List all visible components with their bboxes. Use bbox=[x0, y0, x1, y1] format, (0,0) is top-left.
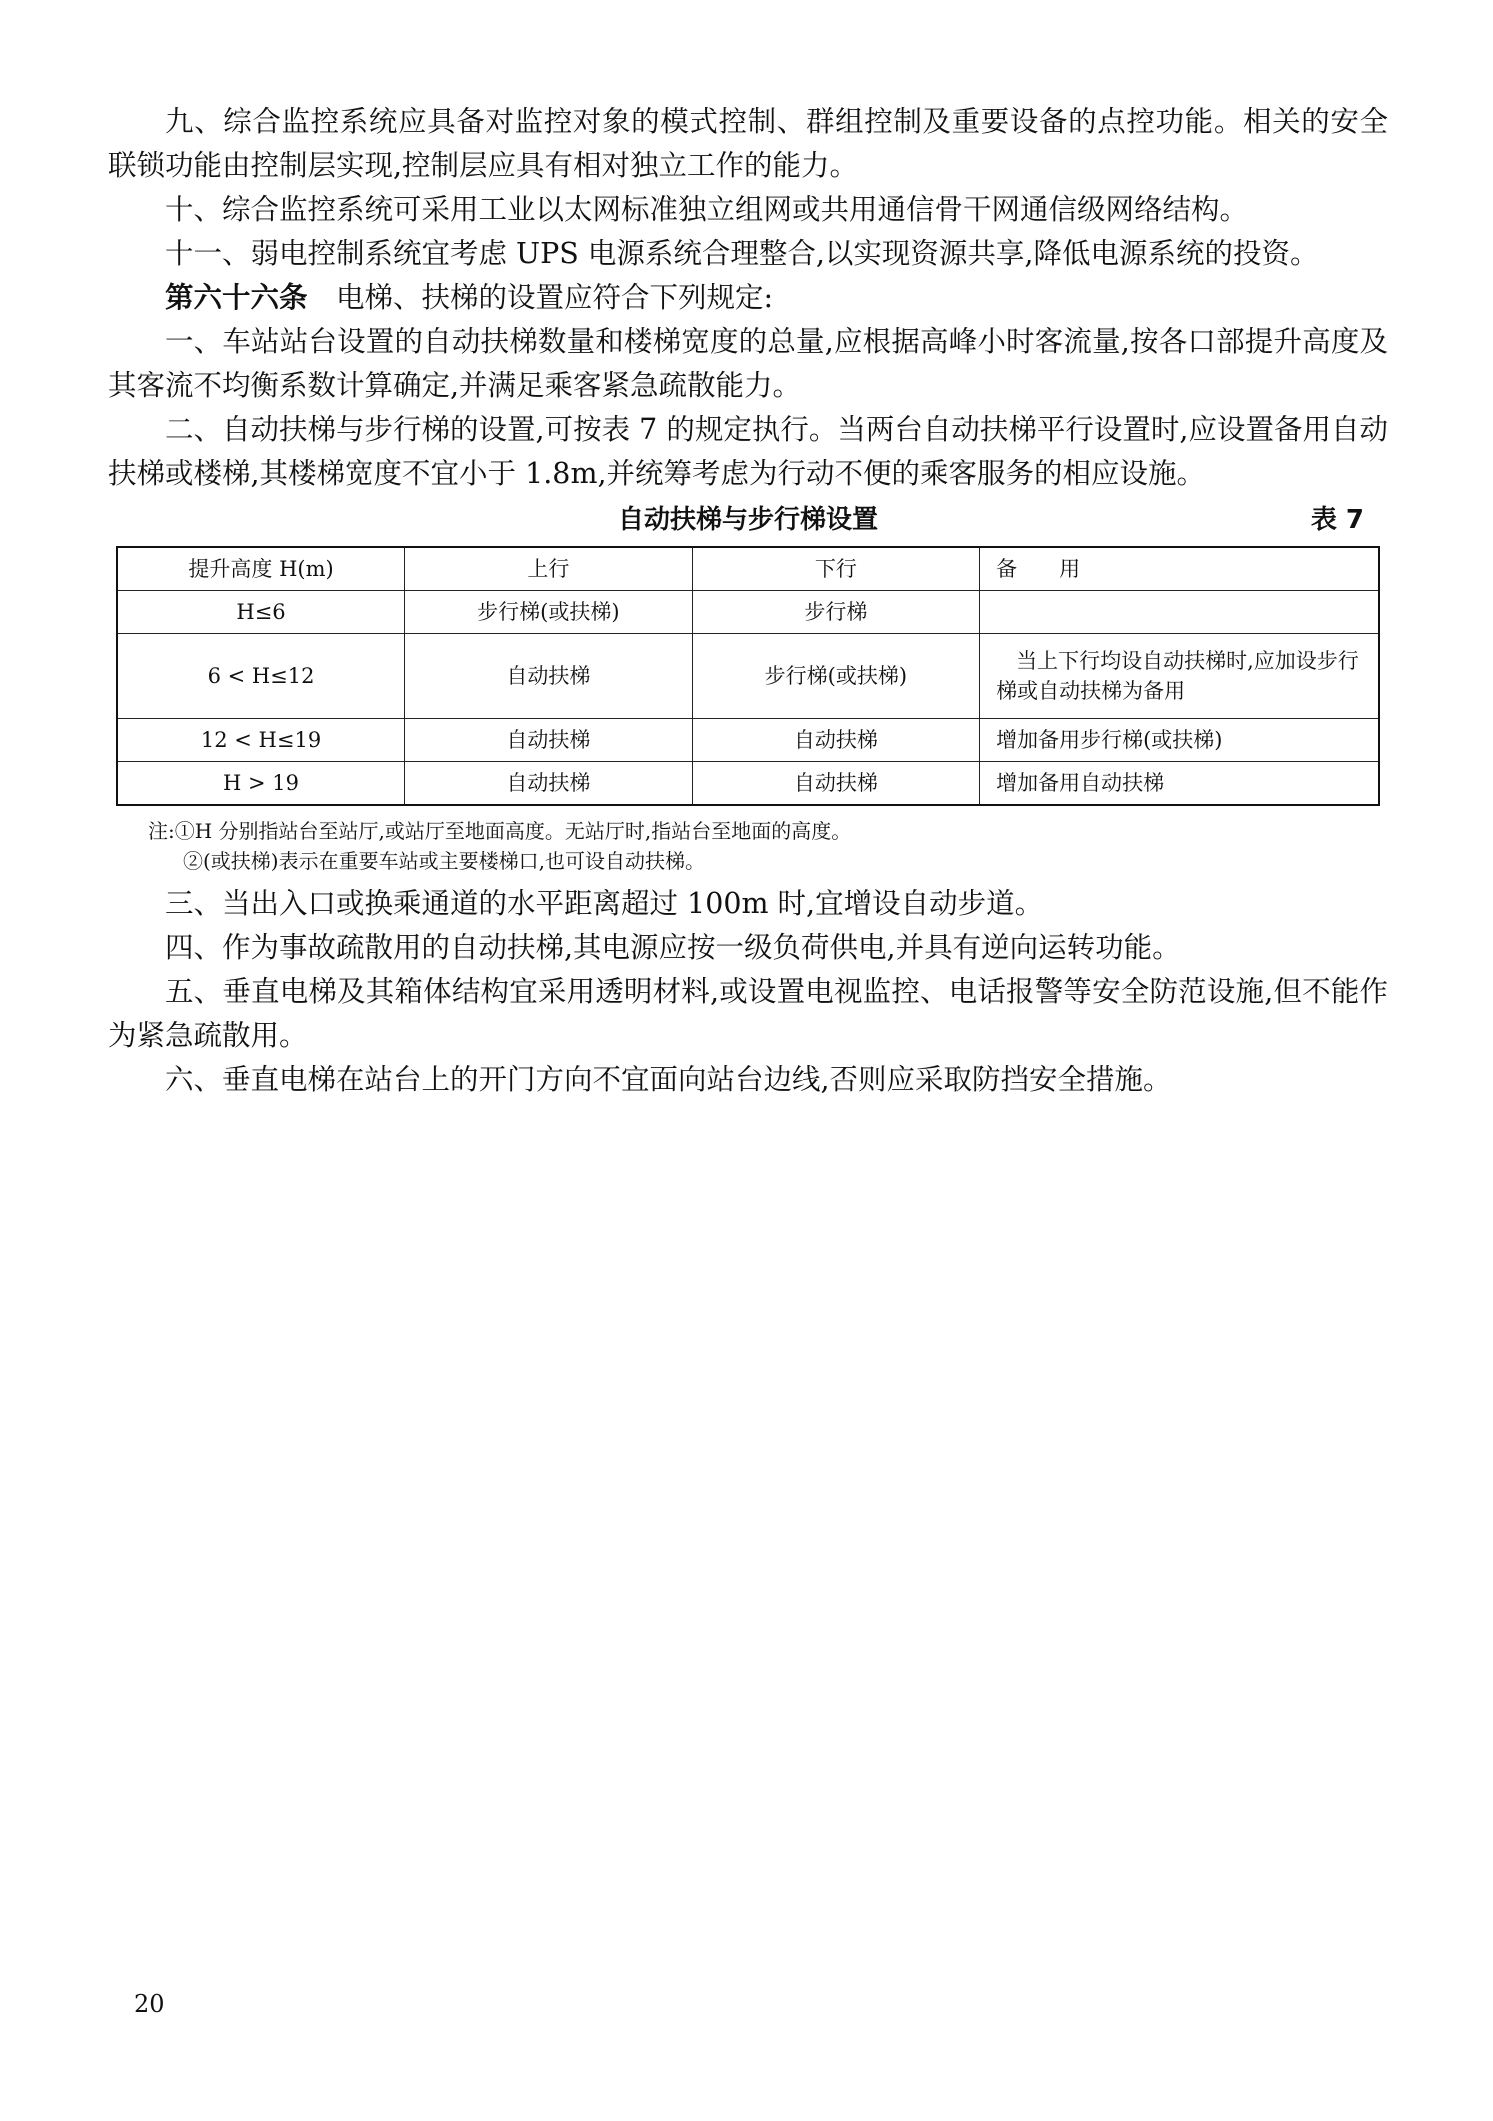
paragraph-1: 一、车站站台设置的自动扶梯数量和楼梯宽度的总量,应根据高峰小时客流量,按各口部提升高度及其客流不均衡系数计算确定,并满足乘客紧急疏散能力。 bbox=[108, 325, 1388, 402]
cell-down: 自动扶梯 bbox=[692, 762, 980, 806]
cell-down: 步行梯(或扶梯) bbox=[692, 634, 980, 719]
cell-spare: 增加备用自动扶梯 bbox=[980, 762, 1379, 806]
table-title: 自动扶梯与步行梯设置 bbox=[617, 505, 878, 535]
table-notes bbox=[108, 816, 1388, 876]
table-number: 表 7 bbox=[1310, 505, 1364, 535]
table-note-1: 注:①H 分别指站台至站厅,或站厅至地面高度。无站厅时,指站台至地面的高度。 bbox=[148, 819, 852, 843]
paragraph-10: 十、综合监控系统可采用工业以太网标准独立组网或共用通信骨干网通信级网络结构。 bbox=[165, 193, 1249, 226]
paragraph-9: 九、综合监控系统应具备对监控对象的模式控制、群组控制及重要设备的点控功能。相关的安全联锁功能由控制层实现,控制层应具有相对独立工作的能力。 bbox=[108, 105, 1388, 182]
paragraph-4: 四、作为事故疏散用的自动扶梯,其电源应按一级负荷供电,并具有逆向运转功能。 bbox=[165, 931, 1181, 964]
cell-down: 步行梯 bbox=[692, 591, 980, 634]
paragraph-6: 六、垂直电梯在站台上的开门方向不宜面向站台边线,否则应采取防挡安全措施。 bbox=[165, 1063, 1172, 1096]
header-spare: 备 用 bbox=[980, 547, 1379, 591]
cell-down: 自动扶梯 bbox=[692, 719, 980, 762]
table-row bbox=[117, 591, 1379, 634]
cell-spare bbox=[980, 591, 1379, 634]
header-up: 上行 bbox=[405, 547, 693, 591]
paragraph-11: 十一、弱电控制系统宜考虑 UPS 电源系统合理整合,以实现资源共享,降低电源系统的投资。 bbox=[165, 237, 1319, 270]
table-row bbox=[117, 762, 1379, 806]
paragraph-2: 二、自动扶梯与步行梯的设置,可按表 7 的规定执行。当两台自动扶梯平行设置时,应设置备用自动扶梯或楼梯,其楼梯宽度不宜小于 1.8m,并统筹考虑为行动不便的乘客服务的相应设施。 bbox=[108, 413, 1388, 490]
article-label: 第六十六条 bbox=[165, 281, 308, 314]
cell-height: 12 < H≤19 bbox=[117, 719, 405, 762]
cell-up: 自动扶梯 bbox=[405, 719, 693, 762]
paragraphs-after-table bbox=[108, 882, 1388, 1102]
table-caption bbox=[108, 498, 1388, 542]
paragraph-3: 三、当出入口或换乘通道的水平距离超过 100m 时,宜增设自动步道。 bbox=[165, 887, 1044, 920]
table-header-row bbox=[117, 547, 1379, 591]
cell-height: H≤6 bbox=[117, 591, 405, 634]
cell-up: 自动扶梯 bbox=[405, 634, 693, 719]
cell-height: 6 < H≤12 bbox=[117, 634, 405, 719]
cell-height: H > 19 bbox=[117, 762, 405, 806]
paragraph-5: 五、垂直电梯及其箱体结构宜采用透明材料,或设置电视监控、电话报警等安全防范设施,但不能作为紧急疏散用。 bbox=[108, 975, 1388, 1052]
table-row bbox=[117, 634, 1379, 719]
article-66 bbox=[108, 276, 1388, 320]
escalator-table bbox=[116, 546, 1380, 806]
table-row bbox=[117, 719, 1379, 762]
table-note-2: ②(或扶梯)表示在重要车站或主要楼梯口,也可设自动扶梯。 bbox=[183, 849, 705, 873]
page-number: 20 bbox=[134, 1990, 165, 2018]
cell-up: 自动扶梯 bbox=[405, 762, 693, 806]
article-text: 电梯、扶梯的设置应符合下列规定: bbox=[307, 281, 774, 314]
cell-spare: 增加备用步行梯(或扶梯) bbox=[980, 719, 1379, 762]
cell-up: 步行梯(或扶梯) bbox=[405, 591, 693, 634]
header-height: 提升高度 H(m) bbox=[117, 547, 405, 591]
cell-spare: 当上下行均设自动扶梯时,应加设步行梯或自动扶梯为备用 bbox=[980, 634, 1379, 719]
header-down: 下行 bbox=[692, 547, 980, 591]
page-content bbox=[108, 100, 1388, 1102]
